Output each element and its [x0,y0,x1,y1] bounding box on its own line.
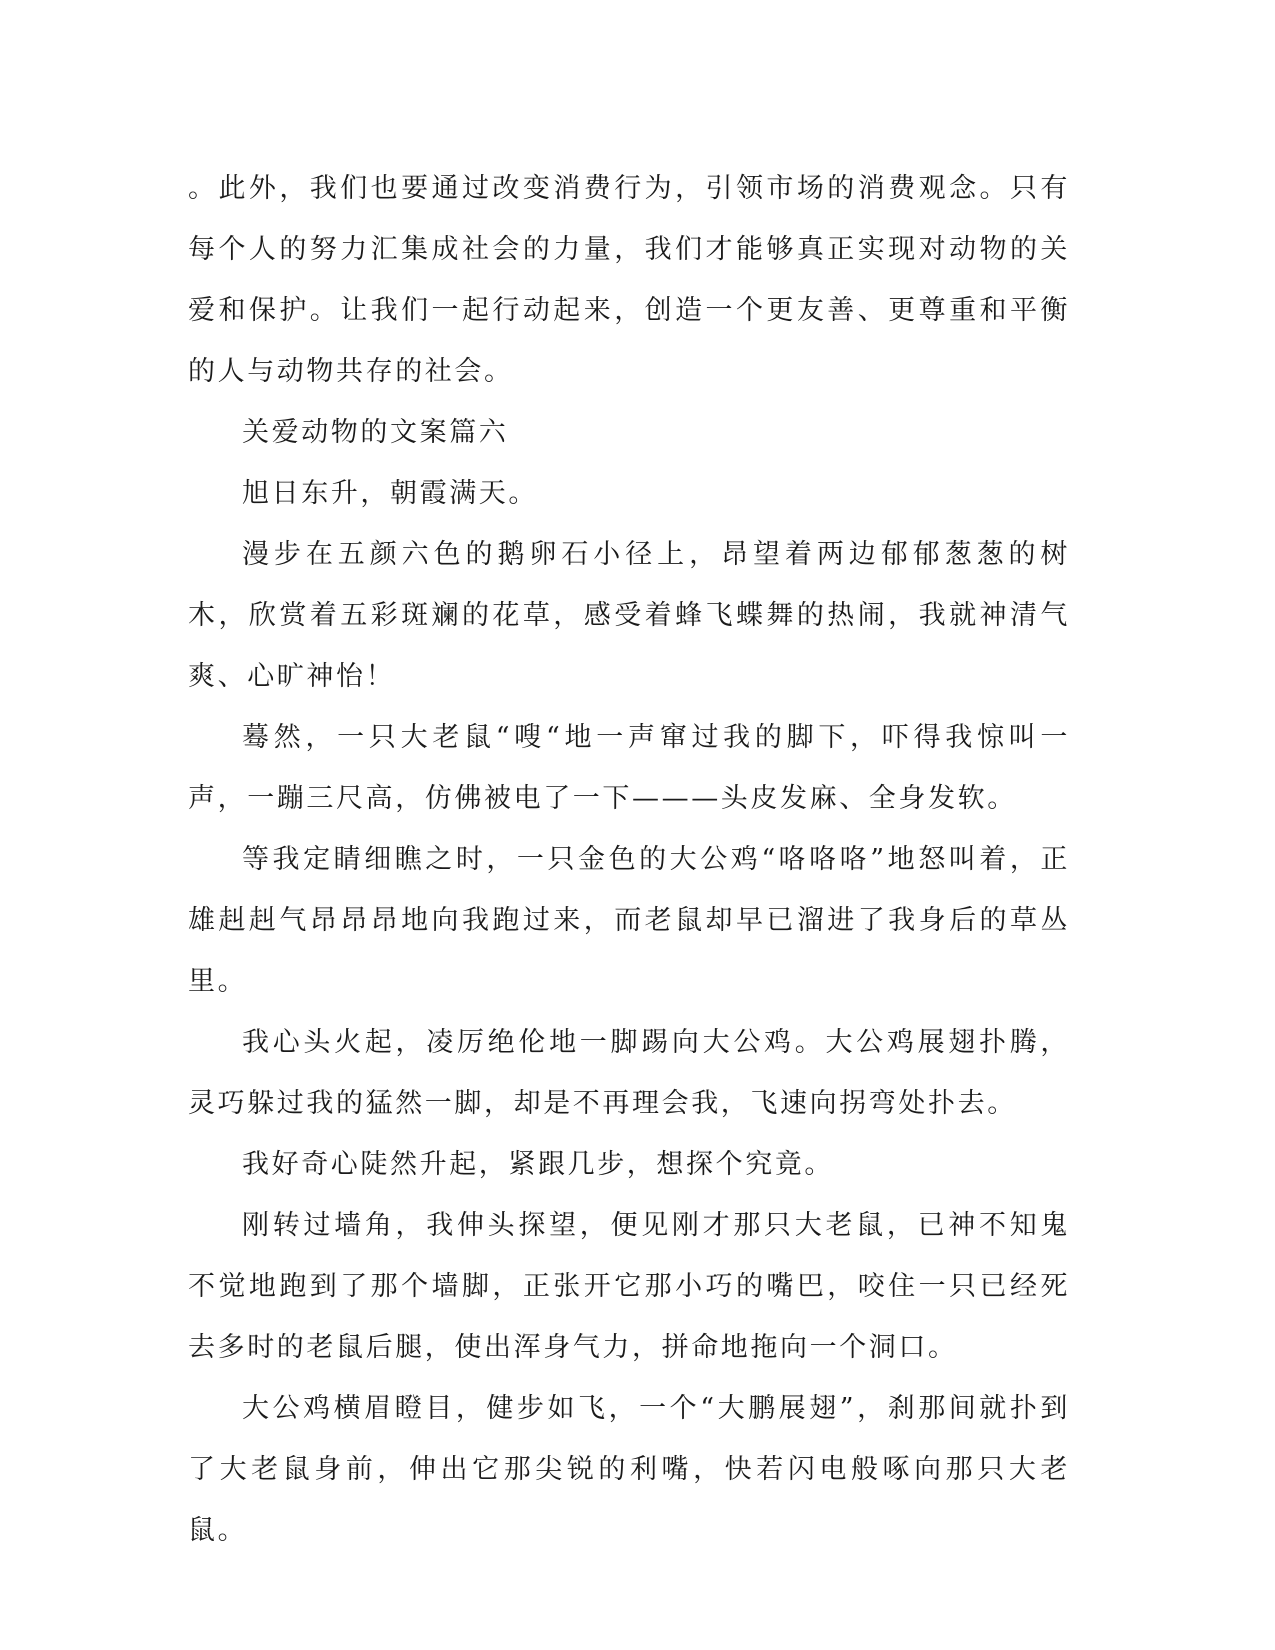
body-text [188,158,1070,1561]
paragraph-3: 旭日东升，朝霞满天。 [242,478,538,509]
paragraph-7: 我心头火起，凌厉绝伦地一脚踢向大公鸡。大公鸡展翅扑腾，灵巧躲过我的猛然一脚，却是不再理会我，飞速向拐弯处扑去。 [188,1027,1070,1119]
section-heading: 关爱动物的文案篇六 [242,417,509,448]
paragraph-5: 蓦然，一只大老鼠“嗖“地一声窜过我的脚下，吓得我惊叫一声，一蹦三尺高，仿佛被电了一下———头皮发麻、全身发软。 [188,722,1070,814]
paragraph-8: 我好奇心陡然升起，紧跟几步，想探个究竟。 [242,1149,834,1180]
paragraph-4: 漫步在五颜六色的鹅卵石小径上，昂望着两边郁郁葱葱的树木，欣赏着五彩斑斓的花草，感受着蜂飞蝶舞的热闹，我就神清气爽、心旷神怡！ [188,539,1070,692]
paragraph-6: 等我定睛细瞧之时，一只金色的大公鸡“咯咯咯”地怒叫着，正雄赳赳气昂昂昂地向我跑过来，而老鼠却早已溜进了我身后的草丛里。 [188,844,1070,997]
paragraph-1: 。此外，我们也要通过改变消费行为，引领市场的消费观念。只有每个人的努力汇集成社会的力量，我们才能够真正实现对动物的关爱和保护。让我们一起行动起来，创造一个更友善、更尊重和平衡的人与动物共存的社会。 [188,173,1070,387]
paragraph-9: 刚转过墙角，我伸头探望，便见刚才那只大老鼠，已神不知鬼不觉地跑到了那个墙脚，正张开它那小巧的嘴巴，咬住一只已经死去多时的老鼠后腿，使出浑身气力，拼命地拖向一个洞口。 [188,1210,1070,1363]
paragraph-10: 大公鸡横眉瞪目，健步如飞，一个“大鹏展翅”，刹那间就扑到了大老鼠身前，伸出它那尖锐的利嘴，快若闪电般啄向那只大老鼠。 [188,1393,1070,1546]
